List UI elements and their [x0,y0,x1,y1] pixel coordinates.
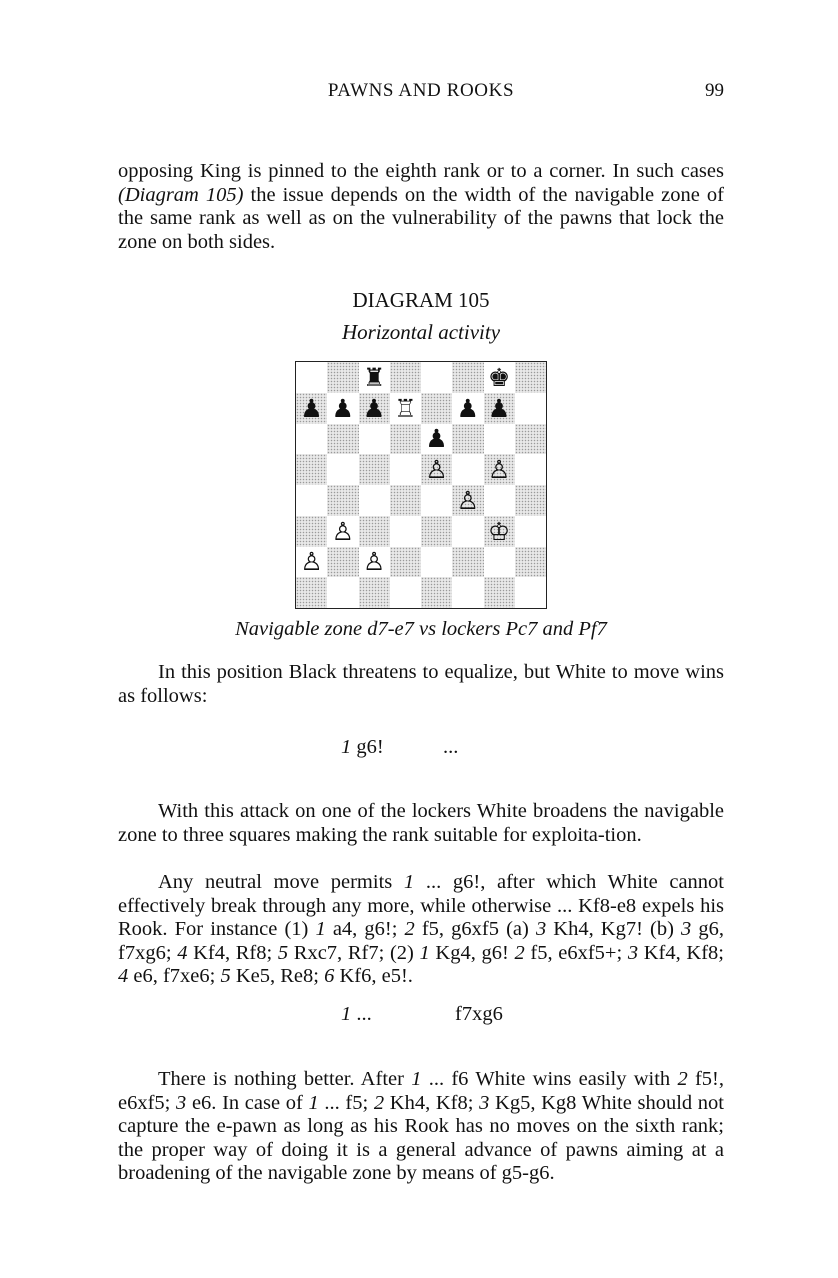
move-number: 4 [118,965,129,988]
move-1-white [341,736,384,759]
square-h3 [515,516,546,547]
square-d3 [390,516,421,547]
square-f6 [452,424,483,455]
move-text: g6! [351,736,384,758]
text-run: ... f6 White wins easily with [421,1068,678,1090]
move-number: 1 [308,1091,319,1114]
square-g7: ♟ [484,393,515,424]
move-number: 1 [411,1068,422,1090]
square-e7 [421,393,452,424]
square-e6: ♟ [421,424,452,455]
square-g4 [484,485,515,516]
square-g2 [484,547,515,578]
move-number: 1 [341,1003,352,1025]
move-number: 2 [404,918,415,941]
text-run: f5, e6xf5+; [524,941,628,964]
text-run: ... f5; [318,1091,374,1114]
text-run: g6, f7xg6; [118,918,725,964]
move-number: 6 [324,965,335,988]
square-h7 [515,393,546,424]
text-run: There is nothing better. After [158,1068,412,1090]
square-f1 [452,577,483,608]
text-run: Kh4, Kf8; [384,1091,480,1114]
move-number: 3 [681,918,692,941]
square-b4 [327,485,358,516]
square-f4: ♙ [452,485,483,516]
square-e3 [421,516,452,547]
square-d6 [390,424,421,455]
move-number: 3 [627,941,639,964]
text-run: Kf4, Kf8; [638,941,724,964]
square-a4 [296,485,327,516]
text-run: Any neutral move permits [158,871,404,893]
page-header [118,80,724,106]
text-run: a4, g6!; [325,918,405,941]
move-number: 2 [373,1091,385,1114]
square-c1 [359,577,390,608]
square-b7: ♟ [327,393,358,424]
chess-board [295,361,547,609]
text-run: ... g6!, after which White cannot effectively break through any more, while otherwise ... Kf8-e8 expels his Rook. For instance (1) [118,871,724,941]
square-c8: ♜ [359,362,390,393]
square-b6 [327,424,358,455]
square-h1 [515,577,546,608]
square-d2 [390,547,421,578]
text-run: Ke5, Re8; [230,965,325,988]
paragraph-conclusion [118,1068,724,1186]
square-d4 [390,485,421,516]
text-run: Kf4, Rf8; [187,941,278,964]
move-number: 1 [341,736,352,758]
move-2-black: f7xg6 [455,1003,503,1025]
page-number: 99 [705,80,724,101]
square-d8 [390,362,421,393]
move-text: ... [351,1003,372,1025]
square-h8 [515,362,546,393]
text-run: f5, g6xf5 (a) [414,918,536,941]
square-h4 [515,485,546,516]
text-run: f5!, e6xf5; [118,1068,724,1114]
square-c7: ♟ [359,393,390,424]
move-number: 1 [419,941,430,964]
move-number: 5 [220,965,231,988]
move-1-black: ... [443,736,459,758]
diagram-reference: (Diagram 105) [118,183,244,206]
square-a8 [296,362,327,393]
move-number: 3 [535,918,547,941]
square-h5 [515,454,546,485]
square-e4 [421,485,452,516]
move-number: 1 [403,871,415,893]
intro-text-2: cases [680,160,724,182]
paragraph-attack: With this attack on one of the lockers White broadens the navigable zone to three squares making the rank suitable for exploita-tion. [118,800,724,846]
square-a3 [296,516,327,547]
square-g3: ♔ [484,516,515,547]
diagram-caption: Navigable zone d7-e7 vs lockers Pc7 and Pf7 [235,618,607,640]
paragraph-analysis [118,871,724,989]
square-b8 [327,362,358,393]
move-number: 1 [315,918,326,941]
square-f5 [452,454,483,485]
text-run: Kh4, Kg7! (b) [546,918,682,941]
square-h6 [515,424,546,455]
square-b3: ♙ [327,516,358,547]
square-f3 [452,516,483,547]
text-run: Kg4, g6! [429,941,515,964]
square-a6 [296,424,327,455]
move-number: 3 [479,1091,490,1114]
square-c2: ♙ [359,547,390,578]
intro-text-3: the issue depends on the width of the navigable zone of the same rank as well as on the vulnerability of the pawns that lock the zone on both sides. [118,183,725,253]
square-f8 [452,362,483,393]
paragraph-threat: In this position Black threatens to equalize, but White to move wins as follows: [118,661,724,707]
square-a5 [296,454,327,485]
running-head: PAWNS AND ROOKS [327,80,515,101]
square-f2 [452,547,483,578]
square-h2 [515,547,546,578]
square-c5 [359,454,390,485]
text-run: Kf6, e5!. [334,965,413,988]
text-run: e6. In case of [186,1091,309,1114]
move-number: 4 [177,941,188,964]
text-run: Rxc7, Rf7; (2) [288,941,420,964]
square-e2 [421,547,452,578]
text-run: e6, f7xe6; [128,965,221,988]
intro-line-1: opposing King is pinned to the eighth rank or to a corner. In such [118,160,674,182]
square-c4 [359,485,390,516]
square-c3 [359,516,390,547]
move-number: 5 [277,941,289,964]
square-b1 [327,577,358,608]
square-a1 [296,577,327,608]
square-c6 [359,424,390,455]
intro-paragraph [118,160,724,254]
square-g5: ♙ [484,454,515,485]
square-b5 [327,454,358,485]
square-f7: ♟ [452,393,483,424]
square-g1 [484,577,515,608]
move-number: 2 [677,1068,688,1090]
move-number: 3 [176,1091,187,1114]
move-2-white [341,1003,372,1026]
square-e5: ♙ [421,454,452,485]
square-d7: ♖ [390,393,421,424]
square-e1 [421,577,452,608]
square-d1 [390,577,421,608]
square-g8: ♚ [484,362,515,393]
square-g6 [484,424,515,455]
text-run: Kg5, Kg8 White should not capture the e-pawn as long as his Rook has no moves on the sixth rank; the proper way of doing it is a general advance of pawns aiming at a broadening of the navigable zone by means of g5-g6. [118,1091,724,1185]
move-number: 2 [514,941,525,964]
diagram-subtitle: Horizontal activity [341,320,501,344]
square-b2 [327,547,358,578]
square-d5 [390,454,421,485]
square-a2: ♙ [296,547,327,578]
diagram-title: DIAGRAM 105 [352,288,490,312]
square-e8 [421,362,452,393]
square-a7: ♟ [296,393,327,424]
